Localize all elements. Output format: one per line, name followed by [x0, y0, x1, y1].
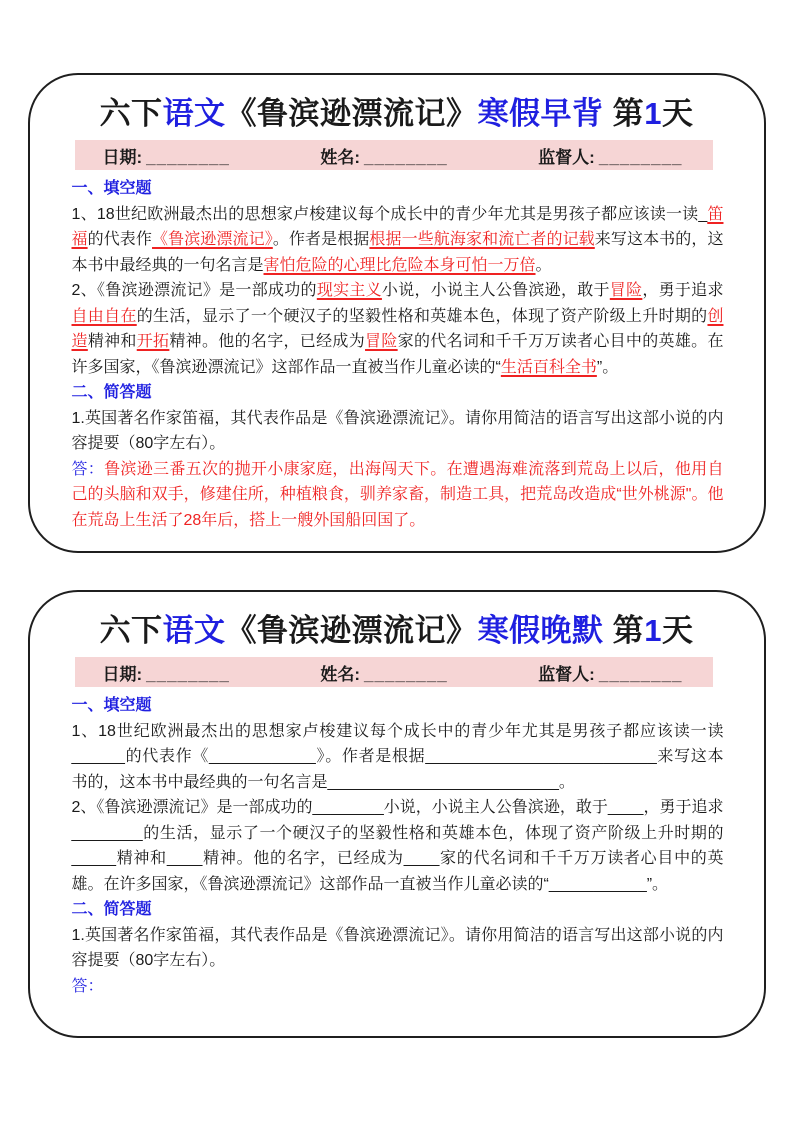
- text-segment: 天: [661, 96, 694, 131]
- text-segment: 1: [644, 96, 662, 131]
- text-segment: 《鲁滨逊漂流记》: [225, 96, 478, 131]
- text-segment: 1.英国著名作家笛福，其代表作品是《鲁滨逊漂流记》。请你用简洁的语言写出这部小说的内容提要（80字左右）。: [71, 926, 724, 969]
- supervisor-blank-field[interactable]: ________: [598, 664, 683, 684]
- section-heading-fill-in: 一、填空题: [71, 697, 152, 714]
- text-segment: 。: [535, 256, 552, 274]
- short-answer-question: [72, 406, 724, 457]
- card-body: [30, 174, 764, 533]
- section-heading-short-answer: 二、简答题: [71, 901, 152, 918]
- date-label: 日期:: [102, 664, 143, 684]
- name-field: [320, 660, 447, 685]
- text-segment: 寒假晚默: [477, 613, 604, 648]
- name-field: [320, 143, 447, 168]
- info-bar: [75, 140, 713, 170]
- fill-in-question-2: [72, 278, 724, 380]
- text-segment: 精神。他的名字，已经成为: [169, 333, 366, 350]
- text-segment: 答：: [71, 460, 105, 478]
- section-heading-fill-in: 一、填空题: [71, 180, 152, 197]
- text-segment: 的代表作: [87, 231, 153, 248]
- text-segment: 生活百科全书: [500, 358, 597, 376]
- text-segment: 语文: [162, 613, 226, 648]
- text-segment: 语文: [162, 96, 226, 131]
- date-field: [103, 143, 230, 168]
- text-segment: 。作者是根据: [272, 231, 370, 248]
- text-segment: 寒假早背: [477, 96, 604, 131]
- text-segment: 笛福: [71, 205, 724, 248]
- section-heading-short-answer: 二、简答题: [71, 384, 152, 401]
- supervisor-blank-field[interactable]: ________: [598, 147, 683, 167]
- text-segment: 1、18世纪欧洲最杰出的思想家卢梭建议每个成长中的青少年尤其是男孩子都应该读一读_: [71, 205, 708, 223]
- card-title: [40, 88, 754, 133]
- supervisor-field: [538, 143, 682, 168]
- text-segment: 2、《鲁滨逊漂流记》是一部成功的: [71, 282, 317, 299]
- fill-in-question-1: [72, 719, 724, 796]
- short-answer-question: [72, 923, 724, 974]
- text-segment: 自由自在: [71, 307, 137, 325]
- text-segment: 六下: [99, 96, 163, 131]
- supervisor-label: 监督人:: [538, 664, 595, 684]
- card-title: [40, 605, 754, 650]
- text-segment: 冒险: [609, 282, 643, 299]
- text-segment: 答：: [71, 977, 104, 995]
- name-blank-field[interactable]: ________: [364, 664, 448, 684]
- text-segment: 天: [661, 613, 694, 648]
- text-segment: 冒险: [365, 333, 398, 350]
- worksheet-card-evening: [28, 590, 766, 1038]
- worksheet-card-morning: [28, 73, 766, 553]
- text-segment: 鲁滨逊三番五次的抛开小康家庭，出海闯天下。在遭遇海难流落到荒岛上以后，他用自己的头脑和双手，修建住所，种植粮食，驯养家畜，制造工具，把荒岛改造成“世外桃源"。他在荒岛上生活了28年后，搭上一艘外国船回国了。: [71, 460, 724, 529]
- text-segment: 来写这本书的，这本书中最经典的一句名言是: [71, 231, 724, 274]
- text-segment: 家的代名词和千千万万读者心目中的英雄。在许多国家，《鲁滨逊漂流记》这部作品一直被当作儿童必读的“: [71, 333, 724, 376]
- supervisor-label: 监督人:: [538, 147, 595, 167]
- text-segment: 根据一些航海家和流亡者的记载: [369, 231, 595, 248]
- text-segment: 1: [644, 613, 662, 648]
- text-segment: ”。: [596, 358, 619, 376]
- text-segment: ，勇于追求: [642, 282, 724, 299]
- card-body: [30, 691, 764, 999]
- name-label: 姓名:: [320, 147, 361, 167]
- text-segment: 害怕危险的心理比危险本身可怕一万倍: [263, 256, 536, 274]
- text-segment: 开拓: [136, 333, 170, 350]
- text-segment: 的生活，显示了一个硬汉子的坚毅性格和英雄本色，体现了资产阶级上升时期的: [136, 307, 708, 325]
- name-label: 姓名:: [320, 664, 361, 684]
- supervisor-field: [538, 660, 682, 685]
- name-blank-field[interactable]: ________: [364, 147, 448, 167]
- text-segment: 第: [603, 613, 645, 648]
- date-blank-field[interactable]: ________: [146, 147, 230, 167]
- model-answer: [72, 457, 724, 534]
- answer-prompt: [72, 974, 724, 1000]
- text-segment: 六下: [99, 613, 163, 648]
- text-segment: 第: [603, 96, 645, 131]
- text-segment: 1、18世纪欧洲最杰出的思想家卢梭建议每个成长中的青少年尤其是男孩子都应该读一读______的代表作《____________》。作者是根据__________________________来写这本书的，这本书中最经典的一句名言是__________________________。: [71, 722, 724, 791]
- text-segment: 小说，小说主人公鲁滨逊，敢于: [381, 282, 610, 299]
- date-field: [103, 660, 230, 685]
- text-segment: 《鲁滨逊漂流记》: [225, 613, 478, 648]
- text-segment: 精神和: [87, 333, 137, 350]
- text-segment: 创造: [71, 307, 724, 350]
- text-segment: 1.英国著名作家笛福，其代表作品是《鲁滨逊漂流记》。请你用简洁的语言写出这部小说的内容提要（80字左右）。: [71, 409, 724, 452]
- info-bar: [75, 657, 713, 687]
- date-blank-field[interactable]: ________: [146, 664, 230, 684]
- text-segment: 2、《鲁滨逊漂流记》是一部成功的________小说，小说主人公鲁滨逊，敢于____，勇于追求________的生活，显示了一个硬汉子的坚毅性格和英雄本色，体现了资产阶级上升时期的_____精神和____精神。他的名字，已经成为____家的代名词和千千万万读者心目中的英雄。在许多国家，《鲁滨逊漂流记》这部作品一直被当作儿童必读的“___________”。: [71, 799, 724, 893]
- text-segment: 《鲁滨逊漂流记》: [152, 231, 273, 248]
- date-label: 日期:: [102, 147, 143, 167]
- fill-in-question-2: [72, 795, 724, 897]
- text-segment: 现实主义: [316, 282, 382, 299]
- fill-in-question-1: [72, 202, 724, 279]
